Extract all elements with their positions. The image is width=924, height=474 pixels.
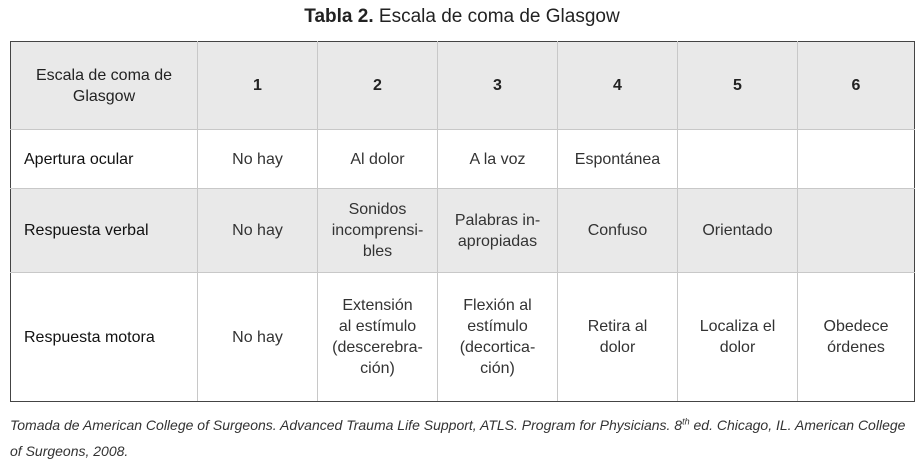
- header-cell: [318, 42, 438, 130]
- header-corner-cell: [11, 42, 198, 130]
- row-label-cell: [11, 273, 198, 402]
- table-cell: Retira al dolor: [558, 273, 678, 402]
- header-cell: [558, 42, 678, 130]
- row-label-cell: [11, 189, 198, 273]
- row-label-apertura-ocular: Apertura ocular: [24, 150, 134, 168]
- table-cell: Confuso: [558, 189, 678, 273]
- table-cell: No hay: [198, 273, 318, 402]
- table-row: [11, 130, 915, 189]
- table-cell: Localiza el dolor: [678, 273, 798, 402]
- header-score-3: 3: [493, 77, 502, 94]
- header-cell: [198, 42, 318, 130]
- row-label-cell: [11, 130, 198, 189]
- ordinal-superscript: th: [682, 416, 690, 427]
- table-cell: Orientado: [678, 189, 798, 273]
- table-cell: Palabras in- apropiadas: [438, 189, 558, 273]
- table-cell: Sonidos incomprensi- bles: [318, 189, 438, 273]
- table-cell: Flexión al estímulo (decortica- ción): [438, 273, 558, 402]
- table-cell: Al dolor: [318, 130, 438, 189]
- header-corner-text: Escala de coma de Glasgow: [35, 66, 173, 105]
- table-cell: [798, 189, 915, 273]
- table-row: [11, 189, 915, 273]
- header-cell: [438, 42, 558, 130]
- header-cell: [798, 42, 915, 130]
- header-score-5: 5: [733, 77, 742, 94]
- header-score-4: 4: [613, 77, 622, 94]
- header-score-6: 6: [851, 77, 861, 94]
- header-cell: [678, 42, 798, 130]
- table-cell: A la voz: [438, 130, 558, 189]
- table-header-row: [11, 42, 915, 130]
- glasgow-coma-scale-table: [10, 41, 915, 402]
- table-cell: [798, 130, 915, 189]
- row-label-respuesta-motora: Respuesta motora: [24, 328, 155, 346]
- row-label-respuesta-verbal: Respuesta verbal: [24, 222, 149, 239]
- table-caption: [0, 4, 924, 30]
- source-note: Tomada de American College of Surgeons. Advanced Trauma Life Support, ATLS. Program for Physicians. 8th ed. Chicago, IL. American College of Surgeons, 2008.: [10, 416, 906, 459]
- header-score-1: 1: [253, 77, 262, 94]
- table-row: [11, 273, 915, 402]
- header-score-2: 2: [373, 77, 382, 94]
- table-cell: Obedece órdenes: [798, 273, 915, 402]
- caption-label: Tabla 2.: [304, 6, 374, 27]
- table-cell: No hay: [198, 130, 318, 189]
- table-cell: [678, 130, 798, 189]
- caption-title: Escala de coma de Glasgow: [378, 6, 620, 27]
- table-cell: Espontánea: [558, 130, 678, 189]
- table-cell: Extensión al estímulo (descerebra- ción): [318, 273, 438, 402]
- table-cell: No hay: [198, 189, 318, 273]
